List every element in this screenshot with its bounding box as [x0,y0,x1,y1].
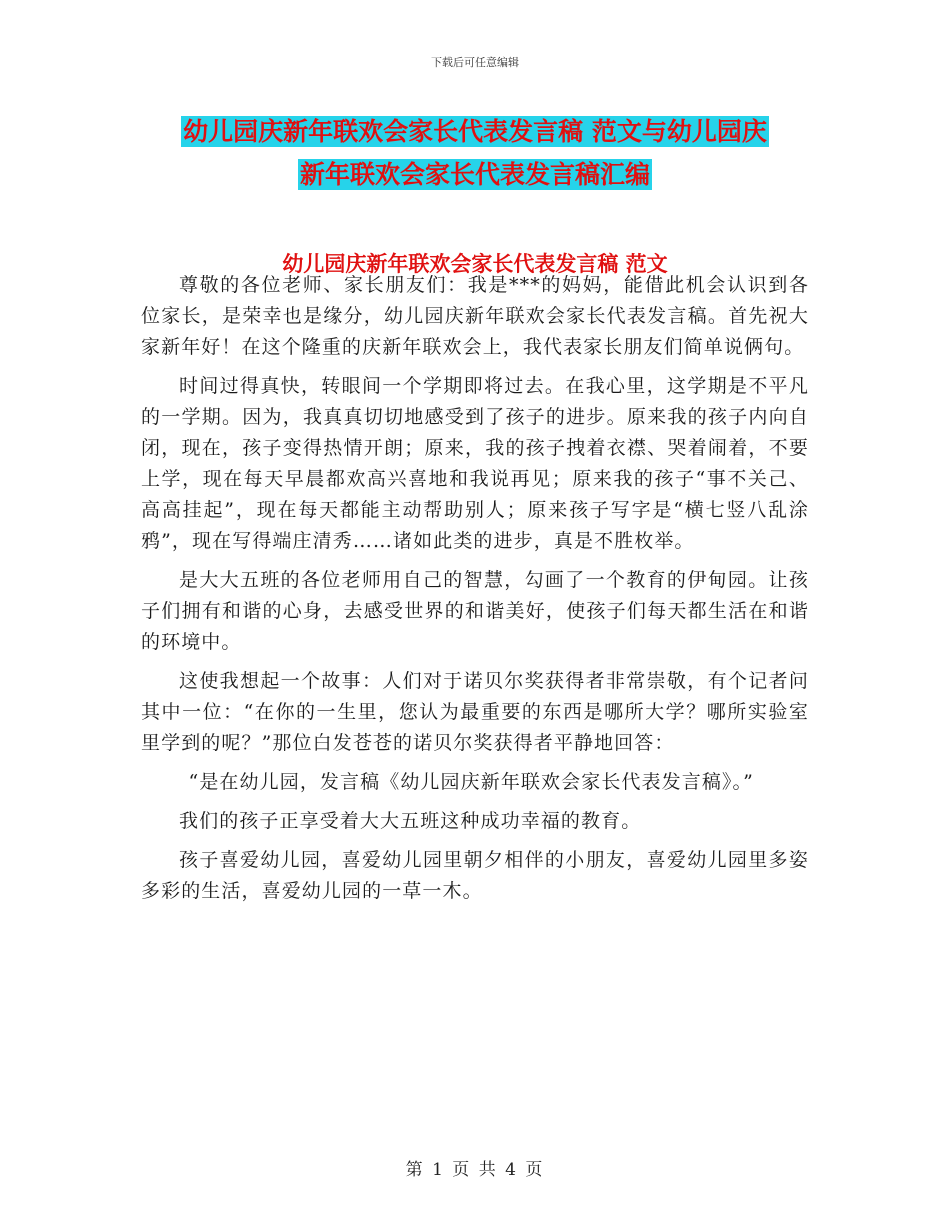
paragraph: 孩子喜爱幼儿园，喜爱幼儿园里朝夕相伴的小朋友，喜爱幼儿园里多姿多彩的生活，喜爱幼儿园的一草一木。 [141,849,809,902]
paragraph: 尊敬的各位老师、家长朋友们：我是***的妈妈，能借此机会认识到各位家长，是荣幸也是缘分，幼儿园庆新年联欢会家长代表发言稿。首先祝大家新年好！在这个隆重的庆新年联欢会上，我代表家长朋友们简单说俩句。 [141,274,809,358]
paragraph-quote: “是在幼儿园，发言稿《幼儿园庆新年联欢会家长代表发言稿》。” [188,771,754,793]
paragraph: 这使我想起一个故事：人们对于诺贝尔奖获得者非常崇敬，有个记者问其中一位：“在你的一生里，您认为最重要的东西是哪所大学？哪所实验室里学到的呢？”那位白发苍苍的诺贝尔奖获得者平静地回答： [141,670,809,754]
document-title-line-2 [0,158,950,192]
header-note: 下载后可任意编辑 [431,56,519,69]
paragraph: 是大大五班的各位老师用自己的智慧，勾画了一个教育的伊甸园。让孩子们拥有和谐的心身，去感受世界的和谐美好，使孩子们每天都生活在和谐的环境中。 [141,569,809,653]
paragraph: 我们的孩子正享受着大大五班这种成功幸福的教育。 [179,810,642,832]
document-title-text-2: 新年联欢会家长代表发言稿汇编 [299,160,650,189]
section-title: 幼儿园庆新年联欢会家长代表发言稿 范文 [282,252,668,276]
page-footer: 第 1 页 共 4 页 [405,1160,545,1180]
document-body [141,270,809,915]
paragraph: 时间过得真快，转眼间一个学期即将过去。在我心里，这学期是不平凡的一学期。因为，我真真切切地感受到了孩子的进步。原来我的孩子内向自闭，现在，孩子变得热情开朗；原来，我的孩子拽着衣襟、哭着闹着，不要上学，现在每天早晨都欢高兴喜地和我说再见；原来我的孩子“事不关己、高高挂起”，现在每天都能主动帮助别人；原来孩子写字是“横七竖八乱涂鸦”，现在写得端庄清秀……诸如此类的进步，真是不胜枚举。 [141,375,809,552]
document-title-text-1: 幼儿园庆新年联欢会家长代表发言稿 范文与幼儿园庆 [183,117,767,146]
document-title-line-1 [0,115,950,149]
